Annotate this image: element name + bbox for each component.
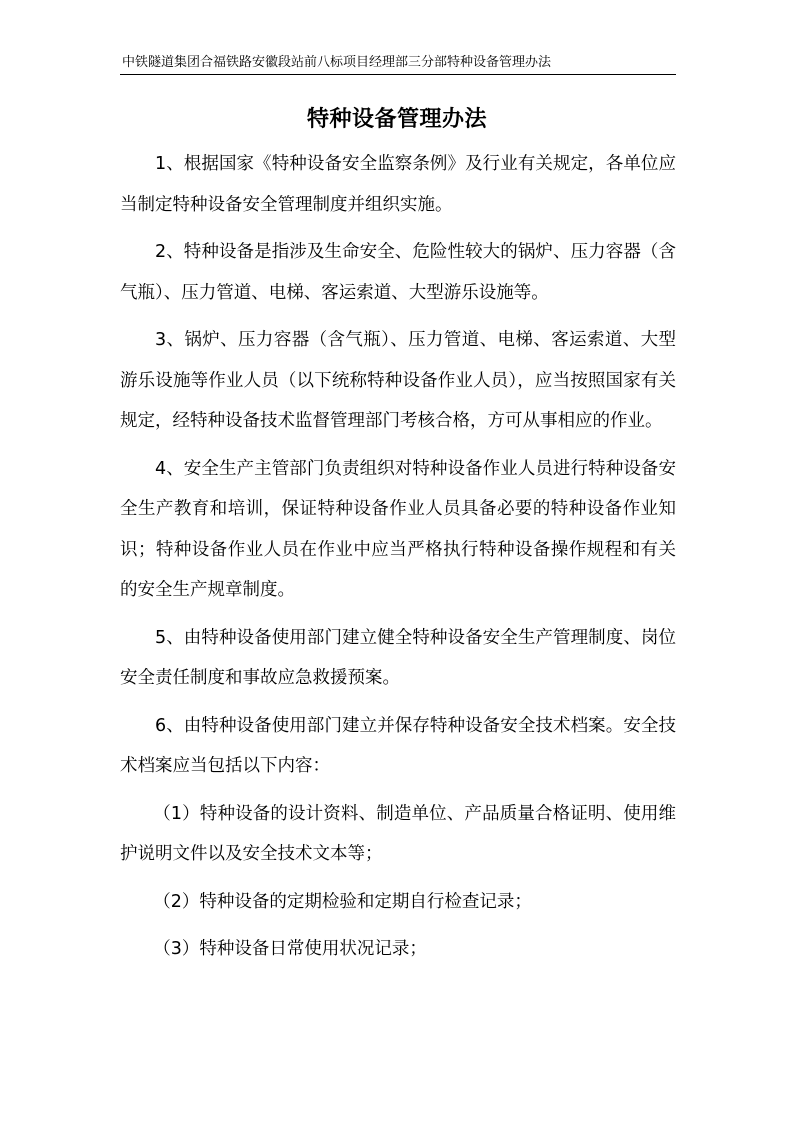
paragraph-2: 2、特种设备是指涉及生命安全、危险性较大的锅炉、压力容器（含气瓶）、压力管道、电梯、客运索道、大型游乐设施等。 bbox=[120, 242, 676, 303]
document-body bbox=[120, 144, 676, 970]
paragraph-6: 6、由特种设备使用部门建立并保存特种设备安全技术档案。安全技术档案应当包括以下内容： bbox=[120, 715, 676, 776]
paragraph-3: 3、锅炉、压力容器（含气瓶）、压力管道、电梯、客运索道、大型游乐设施等作业人员（以下统称特种设备作业人员），应当按照国家有关规定，经特种设备技术监督管理部门考核合格，方可从事相应的作业。 bbox=[120, 330, 676, 431]
page-header: 中铁隧道集团合福铁路安徽段站前八标项目经理部三分部特种设备管理办法 bbox=[122, 55, 552, 70]
header-divider bbox=[120, 74, 676, 75]
document-title: 特种设备管理办法 bbox=[306, 106, 487, 132]
paragraph-5: 5、由特种设备使用部门建立健全特种设备安全生产管理制度、岗位安全责任制度和事故应急救援预案。 bbox=[120, 627, 676, 688]
list-item-2: （2）特种设备的定期检验和定期自行检查记录； bbox=[153, 891, 532, 912]
list-item-1: （1）特种设备的设计资料、制造单位、产品质量合格证明、使用维护说明文件以及安全技术文本等； bbox=[120, 803, 676, 864]
paragraph-1: 1、根据国家《特种设备安全监察条例》及行业有关规定，各单位应当制定特种设备安全管理制度并组织实施。 bbox=[120, 154, 676, 215]
list-item-3: （3）特种设备日常使用状况记录； bbox=[153, 939, 427, 959]
paragraph-4: 4、安全生产主管部门负责组织对特种设备作业人员进行特种设备安全生产教育和培训，保证特种设备作业人员具备必要的特种设备作业知识；特种设备作业人员在作业中应当严格执行特种设备操作规程和有关的安全生产规章制度。 bbox=[120, 458, 676, 600]
